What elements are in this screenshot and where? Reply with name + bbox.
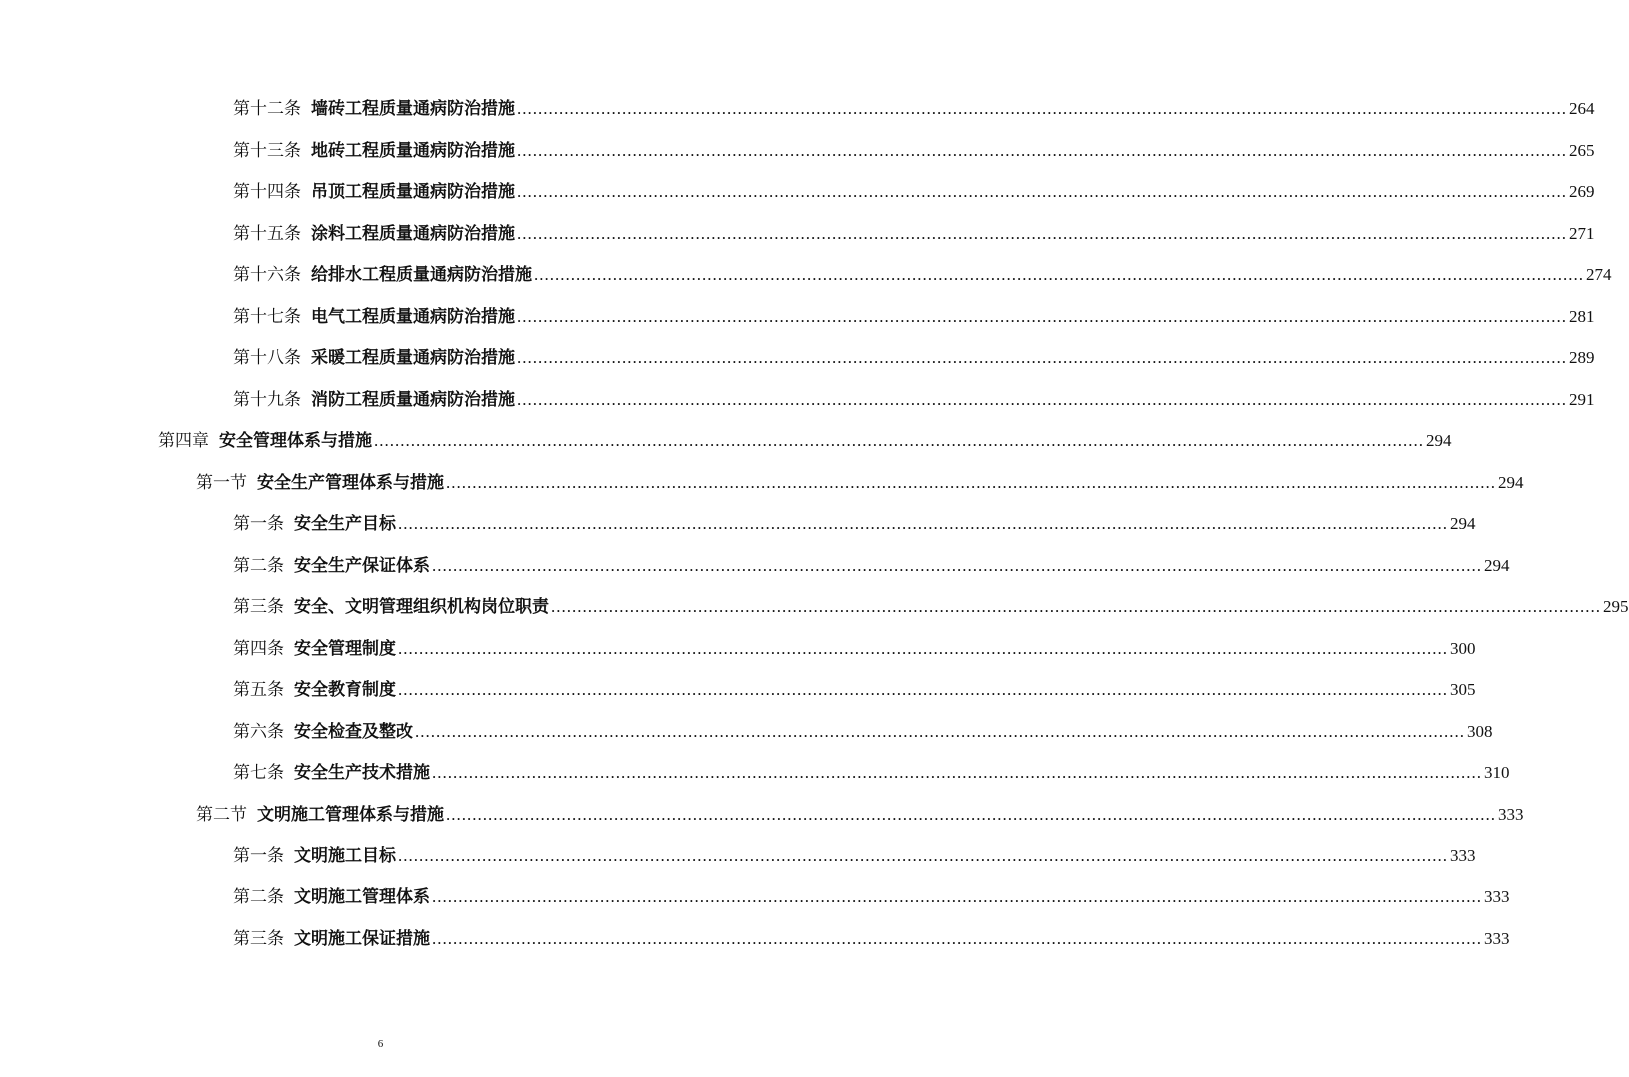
toc-entry-number: 第十六条: [233, 265, 301, 285]
toc-entry-title: 安全管理制度: [294, 639, 396, 659]
toc-entry[interactable]: [233, 882, 1510, 912]
toc-entry-page: 294: [1484, 556, 1510, 575]
toc-entry-page: 289: [1569, 348, 1595, 367]
toc-entry-page: 274: [1586, 265, 1612, 284]
toc-entry-number: 第三条: [233, 929, 284, 949]
toc-entry-title: 给排水工程质量通病防治措施: [311, 265, 532, 285]
toc-entry-page: 271: [1569, 224, 1595, 243]
toc-entry-section[interactable]: [196, 800, 1524, 830]
toc-entry-number: 第二条: [233, 556, 284, 576]
toc-entry[interactable]: [233, 302, 1595, 332]
toc-entry-page: 294: [1426, 431, 1452, 450]
toc-entry-page: 294: [1498, 473, 1524, 492]
toc-dot-leader: ........................................................................................................................................................................................................: [517, 182, 1567, 201]
toc-entry[interactable]: [233, 924, 1510, 954]
toc-entry-title: 安全教育制度: [294, 680, 396, 700]
toc-entry-page: 333: [1498, 805, 1524, 824]
toc-dot-leader: ........................................................................................................................................................................................................: [432, 763, 1482, 782]
toc-entry-number: 第七条: [233, 763, 284, 783]
toc-entry[interactable]: [233, 385, 1595, 415]
toc-dot-leader: ........................................................................................................................................................................................................: [432, 556, 1482, 575]
toc-dot-leader: ........................................................................................................................................................................................................: [398, 680, 1448, 699]
toc-dot-leader: ........................................................................................................................................................................................................: [517, 99, 1567, 118]
toc-entry-number: 第十三条: [233, 141, 301, 161]
toc-entry-page: 269: [1569, 182, 1595, 201]
toc-entry-number: 第十八条: [233, 348, 301, 368]
toc-entry-page: 294: [1450, 514, 1476, 533]
toc-dot-leader: ........................................................................................................................................................................................................: [446, 473, 1496, 492]
toc-entry-title: 安全生产保证体系: [294, 556, 430, 576]
toc-entry-number: 第十七条: [233, 307, 301, 327]
toc-entry[interactable]: [233, 551, 1510, 581]
toc-entry-title: 安全、文明管理组织机构岗位职责: [294, 597, 549, 617]
toc-entry-section[interactable]: [196, 468, 1524, 498]
toc-dot-leader: ........................................................................................................................................................................................................: [446, 805, 1496, 824]
toc-entry-number: 第六条: [233, 722, 284, 742]
toc-entry-title: 电气工程质量通病防治措施: [311, 307, 515, 327]
toc-dot-leader: ........................................................................................................................................................................................................: [517, 307, 1567, 326]
page-number: 6: [377, 1038, 384, 1050]
toc-entry[interactable]: [233, 592, 1629, 622]
toc-entry[interactable]: [233, 136, 1595, 166]
toc-entry[interactable]: [233, 717, 1493, 747]
toc-entry-title: 采暖工程质量通病防治措施: [311, 348, 515, 368]
toc-entry[interactable]: [233, 758, 1510, 788]
toc-entry-page: 305: [1450, 680, 1476, 699]
toc-dot-leader: ........................................................................................................................................................................................................: [551, 597, 1601, 616]
toc-dot-leader: ........................................................................................................................................................................................................: [415, 722, 1465, 741]
toc-entry-page: 333: [1450, 846, 1476, 865]
toc-entry-title: 文明施工管理体系与措施: [257, 805, 444, 825]
toc-entry-page: 265: [1569, 141, 1595, 160]
toc-entry[interactable]: [233, 219, 1595, 249]
toc-entry-page: 295: [1603, 597, 1629, 616]
toc-entry[interactable]: [233, 94, 1595, 124]
toc-entry[interactable]: [233, 343, 1595, 373]
toc-dot-leader: ........................................................................................................................................................................................................: [374, 431, 1424, 450]
toc-entry-number: 第一条: [233, 846, 284, 866]
toc-entry-number: 第二条: [233, 887, 284, 907]
toc-dot-leader: ........................................................................................................................................................................................................: [398, 846, 1448, 865]
toc-entry-page: 308: [1467, 722, 1493, 741]
toc-entry-number: 第一节: [196, 473, 247, 493]
toc-entry-title: 安全管理体系与措施: [219, 431, 372, 451]
toc-entry-title: 安全生产技术措施: [294, 763, 430, 783]
toc-entry[interactable]: [233, 260, 1612, 290]
toc-dot-leader: ........................................................................................................................................................................................................: [398, 639, 1448, 658]
toc-entry-title: 文明施工保证措施: [294, 929, 430, 949]
toc-entry-page: 310: [1484, 763, 1510, 782]
toc-entry-title: 消防工程质量通病防治措施: [311, 390, 515, 410]
toc-entry-number: 第四章: [158, 431, 209, 451]
toc-dot-leader: ........................................................................................................................................................................................................: [432, 887, 1482, 906]
toc-entry[interactable]: [233, 675, 1476, 705]
toc-dot-leader: ........................................................................................................................................................................................................: [517, 224, 1567, 243]
toc-entry-page: 281: [1569, 307, 1595, 326]
toc-entry-title: 地砖工程质量通病防治措施: [311, 141, 515, 161]
toc-entry-page: 333: [1484, 887, 1510, 906]
toc-entry-title: 文明施工管理体系: [294, 887, 430, 907]
toc-entry-number: 第四条: [233, 639, 284, 659]
toc-entry-chapter[interactable]: [158, 426, 1452, 456]
toc-entry-number: 第十二条: [233, 99, 301, 119]
toc-entry[interactable]: [233, 841, 1476, 871]
toc-entry-title: 吊顶工程质量通病防治措施: [311, 182, 515, 202]
toc-entry-number: 第十四条: [233, 182, 301, 202]
toc-entry-page: 264: [1569, 99, 1595, 118]
toc-entry-number: 第三条: [233, 597, 284, 617]
toc-entry-number: 第十九条: [233, 390, 301, 410]
toc-entry-title: 安全检查及整改: [294, 722, 413, 742]
toc-dot-leader: ........................................................................................................................................................................................................: [517, 141, 1567, 160]
toc-entry[interactable]: [233, 177, 1595, 207]
toc-entry-title: 安全生产管理体系与措施: [257, 473, 444, 493]
toc-entry[interactable]: [233, 634, 1476, 664]
toc-dot-leader: ........................................................................................................................................................................................................: [517, 348, 1567, 367]
toc-entry-page: 333: [1484, 929, 1510, 948]
toc-entry-title: 墙砖工程质量通病防治措施: [311, 99, 515, 119]
toc-entry-title: 文明施工目标: [294, 846, 396, 866]
toc-entry-number: 第十五条: [233, 224, 301, 244]
toc-dot-leader: ........................................................................................................................................................................................................: [517, 390, 1567, 409]
toc-entry-page: 291: [1569, 390, 1595, 409]
toc-dot-leader: ........................................................................................................................................................................................................: [398, 514, 1448, 533]
toc-entry-number: 第五条: [233, 680, 284, 700]
toc-entry[interactable]: [233, 509, 1476, 539]
toc-dot-leader: ........................................................................................................................................................................................................: [534, 265, 1584, 284]
toc-entry-number: 第二节: [196, 805, 247, 825]
toc-entry-title: 涂料工程质量通病防治措施: [311, 224, 515, 244]
toc-entry-page: 300: [1450, 639, 1476, 658]
toc-entry-title: 安全生产目标: [294, 514, 396, 534]
toc-entry-number: 第一条: [233, 514, 284, 534]
toc-dot-leader: ........................................................................................................................................................................................................: [432, 929, 1482, 948]
